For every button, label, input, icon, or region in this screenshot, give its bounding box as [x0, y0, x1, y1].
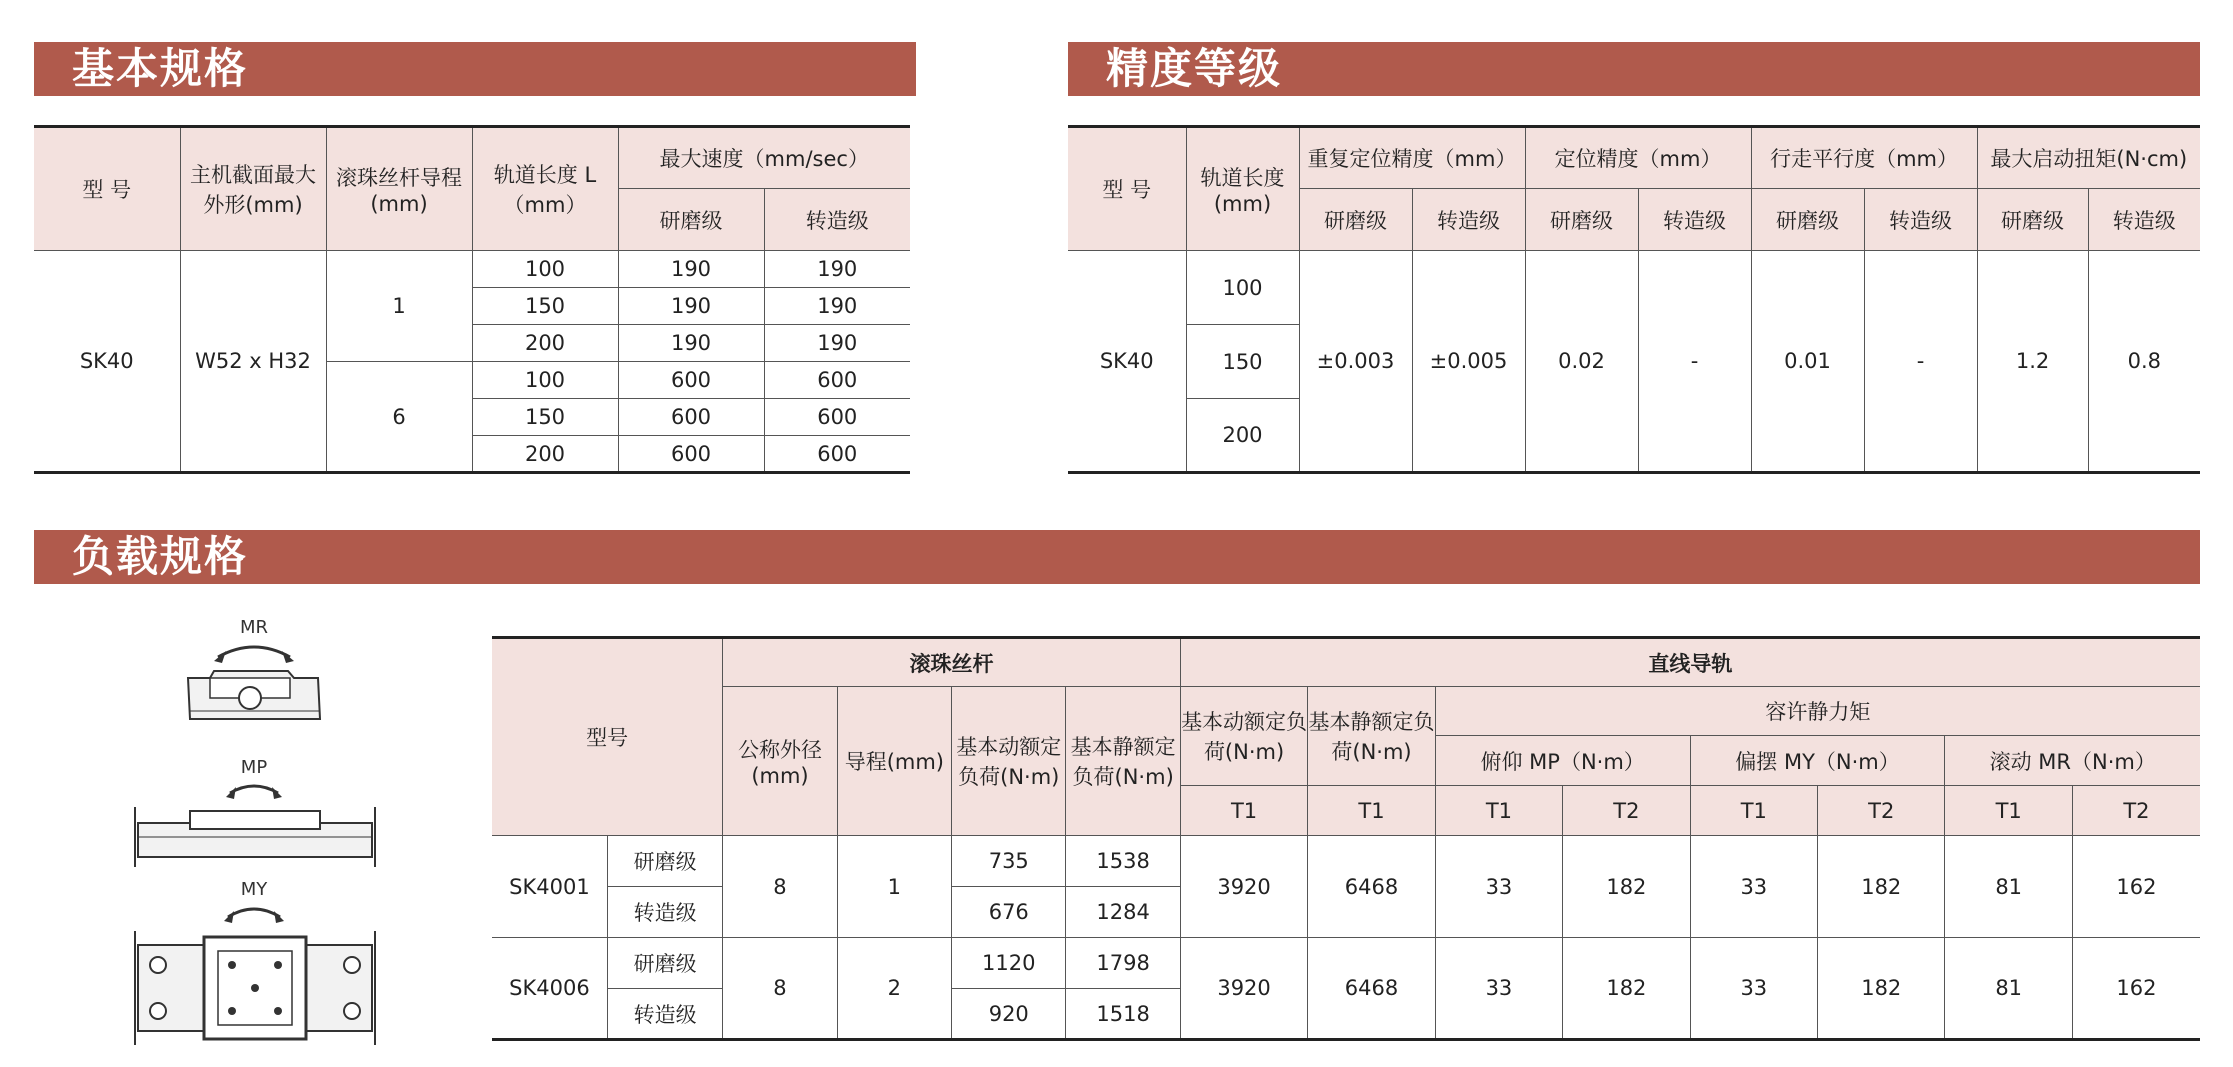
static-load-cell: 1284: [1066, 887, 1180, 938]
section-size-cell: W52 x H32: [180, 251, 326, 473]
header-linear-guide: 直线导轨: [1180, 638, 2200, 687]
length-cell: 150: [472, 399, 618, 436]
grade-cell: 转造级: [607, 887, 722, 938]
dynamic-load-cell: 1120: [952, 938, 1066, 989]
header-rail-length: 轨道长度 L（mm）: [472, 127, 618, 251]
length-cell: 200: [472, 325, 618, 362]
header-ballscrew-lead: 滚珠丝杆导程(mm): [326, 127, 472, 251]
guide-dynamic-cell: 3920: [1180, 836, 1307, 938]
header-yaw: 偏摆 MY（N·m）: [1690, 736, 1945, 786]
speed-cell: 190: [764, 251, 910, 288]
guide-dynamic-cell: 3920: [1180, 938, 1307, 1040]
speed-cell: 600: [618, 436, 764, 473]
table-row: [492, 836, 2200, 887]
header-start-torque: 最大启动扭矩(N·cm): [1977, 127, 2200, 189]
mp-t2-cell: 182: [1563, 938, 1690, 1040]
diameter-cell: 8: [723, 836, 837, 938]
header-t1: T1: [1945, 786, 2072, 836]
my-t2-cell: 182: [1818, 836, 1945, 938]
header-grind: 研磨级: [1299, 189, 1412, 251]
mr-t2-cell: 162: [2072, 836, 2200, 938]
speed-cell: 600: [764, 436, 910, 473]
header-guide-static-load: 基本静额定负荷(N·m): [1308, 687, 1435, 786]
value-cell: 0.01: [1751, 251, 1864, 473]
header-t1: T1: [1180, 786, 1307, 836]
header-repeat-accuracy: 重复定位精度（mm）: [1299, 127, 1525, 189]
header-roll: 转造级: [2088, 189, 2200, 251]
header-grind: 研磨级: [618, 189, 764, 251]
static-load-cell: 1518: [1066, 989, 1180, 1040]
header-t1: T1: [1435, 786, 1562, 836]
precision-table: [1068, 125, 2200, 474]
header-t2: T2: [1563, 786, 1690, 836]
header-model: 型 号: [1068, 127, 1186, 251]
guide-static-cell: 6468: [1308, 836, 1435, 938]
value-cell: ±0.003: [1299, 251, 1412, 473]
mp-t1-cell: 33: [1435, 836, 1562, 938]
header-section-size: 主机截面最大外形(mm): [180, 127, 326, 251]
my-t1-cell: 33: [1690, 836, 1817, 938]
header-t2: T2: [1818, 786, 1945, 836]
header-max-speed: 最大速度（mm/sec）: [618, 127, 910, 189]
section-basic-spec: 基本规格: [34, 42, 916, 96]
table-row: [34, 251, 910, 288]
length-cell: 100: [472, 251, 618, 288]
mp-t1-cell: 33: [1435, 938, 1562, 1040]
section-load-spec: 负载规格: [34, 530, 2200, 584]
dynamic-load-cell: 735: [952, 836, 1066, 887]
lead-cell: 1: [837, 836, 951, 938]
header-t1: T1: [1308, 786, 1435, 836]
header-ballscrew: 滚珠丝杆: [723, 638, 1181, 687]
header-model: 型 号: [34, 127, 180, 251]
my-t2-cell: 182: [1818, 938, 1945, 1040]
table-row: [492, 938, 2200, 989]
header-nominal-diameter: 公称外径(mm): [723, 687, 837, 836]
value-cell: 0.02: [1525, 251, 1638, 473]
header-roll: 转造级: [1864, 189, 1977, 251]
length-cell: 100: [1186, 251, 1299, 325]
rotate-arrow-icon: [228, 909, 280, 917]
header-roll: 转造级: [764, 189, 910, 251]
speed-cell: 190: [618, 288, 764, 325]
mr-t2-cell: 162: [2072, 938, 2200, 1040]
my-label: MY: [240, 879, 268, 900]
dynamic-load-cell: 920: [952, 989, 1066, 1040]
header-position-accuracy: 定位精度（mm）: [1525, 127, 1751, 189]
lead-cell: 2: [837, 938, 951, 1040]
header-guide-dynamic-load: 基本动额定负荷(N·m): [1180, 687, 1307, 786]
guide-static-cell: 6468: [1308, 938, 1435, 1040]
header-pitch: 俯仰 MP（N·m）: [1435, 736, 1690, 786]
table-row: [1068, 251, 2200, 325]
basic-spec-table: [34, 125, 910, 474]
length-cell: 200: [1186, 399, 1299, 473]
header-static-load: 基本静额定负荷(N·m): [1066, 687, 1180, 836]
value-cell: -: [1864, 251, 1977, 473]
header-roll-moment: 滚动 MR（N·m）: [1945, 736, 2200, 786]
header-dynamic-load: 基本动额定负荷(N·m): [952, 687, 1066, 836]
header-allowable-moment: 容许静力矩: [1435, 687, 2200, 736]
length-cell: 100: [472, 362, 618, 399]
static-load-cell: 1538: [1066, 836, 1180, 887]
static-load-cell: 1798: [1066, 938, 1180, 989]
lead-cell: 6: [326, 362, 472, 473]
grade-cell: 转造级: [607, 989, 722, 1040]
lead-cell: 1: [326, 251, 472, 362]
value-cell: 0.8: [2088, 251, 2200, 473]
moment-diagram: [130, 615, 390, 1055]
length-cell: 150: [1186, 325, 1299, 399]
grade-cell: 研磨级: [607, 938, 722, 989]
model-cell: SK4006: [492, 938, 607, 1040]
header-rail-length: 轨道长度(mm): [1186, 127, 1299, 251]
mr-label: MR: [239, 617, 269, 638]
dynamic-load-cell: 676: [952, 887, 1066, 938]
mp-t2-cell: 182: [1563, 836, 1690, 938]
header-t1: T1: [1690, 786, 1817, 836]
grade-cell: 研磨级: [607, 836, 722, 887]
speed-cell: 600: [764, 362, 910, 399]
mp-label: MP: [240, 757, 268, 778]
speed-cell: 600: [618, 399, 764, 436]
speed-cell: 600: [764, 399, 910, 436]
rotate-arrow-icon: [218, 647, 290, 657]
rotate-arrow-icon: [230, 786, 278, 793]
header-roll: 转造级: [1638, 189, 1751, 251]
speed-cell: 190: [764, 325, 910, 362]
load-spec-table: [492, 636, 2200, 1041]
model-cell: SK40: [1068, 251, 1186, 473]
model-cell: SK4001: [492, 836, 607, 938]
header-roll: 转造级: [1412, 189, 1525, 251]
header-grind: 研磨级: [1751, 189, 1864, 251]
header-grind: 研磨级: [1977, 189, 2088, 251]
value-cell: -: [1638, 251, 1751, 473]
value-cell: 1.2: [1977, 251, 2088, 473]
diameter-cell: 8: [723, 938, 837, 1040]
speed-cell: 190: [764, 288, 910, 325]
header-lead: 导程(mm): [837, 687, 951, 836]
model-cell: SK40: [34, 251, 180, 473]
mr-t1-cell: 81: [1945, 836, 2072, 938]
speed-cell: 190: [618, 251, 764, 288]
section-precision: 精度等级: [1068, 42, 2200, 96]
header-model: 型号: [492, 638, 723, 836]
header-parallelism: 行走平行度（mm）: [1751, 127, 1977, 189]
speed-cell: 190: [618, 325, 764, 362]
value-cell: ±0.005: [1412, 251, 1525, 473]
mr-t1-cell: 81: [1945, 938, 2072, 1040]
header-grind: 研磨级: [1525, 189, 1638, 251]
header-t2: T2: [2072, 786, 2200, 836]
my-t1-cell: 33: [1690, 938, 1817, 1040]
length-cell: 200: [472, 436, 618, 473]
speed-cell: 600: [618, 362, 764, 399]
length-cell: 150: [472, 288, 618, 325]
